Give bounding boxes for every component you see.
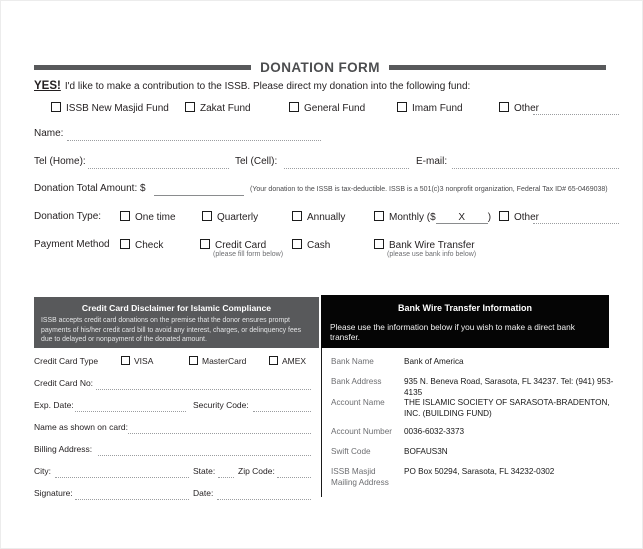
state-input-line[interactable] (218, 466, 234, 478)
card-type-option-label: VISA (134, 356, 154, 366)
bank-wire-note: (please use bank info below) (387, 251, 477, 258)
type-label: Quarterly (217, 212, 259, 223)
bank-row-value: PO Box 50294, Sarasota, FL 34232-0302 (404, 467, 555, 476)
checkbox-check[interactable] (120, 239, 130, 249)
fund-option-new-masjid[interactable] (51, 102, 169, 114)
checkbox-cash[interactable] (292, 239, 302, 249)
checkbox-issb-new-masjid-fund[interactable] (51, 102, 61, 112)
header-right-bar (389, 65, 606, 70)
billing-address-label: Billing Address: (34, 444, 93, 454)
exp-date-input-line[interactable] (75, 400, 186, 412)
tel-cell-label: Tel (Cell): (235, 156, 278, 167)
bank-wire-panel (321, 295, 609, 348)
email-label: E-mail: (416, 156, 448, 167)
bank-row-label: Swift Code (331, 447, 371, 456)
signature-date-row (1, 488, 643, 504)
security-code-input-line[interactable] (253, 400, 311, 412)
name-on-card-label: Name as shown on card: (34, 422, 129, 432)
type-option-quarterly[interactable] (202, 211, 258, 223)
type-label: Other (514, 212, 540, 223)
checkbox-type-other[interactable] (499, 211, 509, 221)
amount-row (1, 183, 643, 199)
type-label: Annually (307, 212, 346, 223)
payment-option-credit-card[interactable] (200, 239, 266, 251)
donation-type-row (1, 211, 643, 227)
form-header (34, 60, 606, 75)
card-type-option-label: AMEX (282, 356, 307, 366)
bank-row-label: Account Name (331, 398, 385, 407)
page-title: DONATION FORM (260, 60, 380, 75)
tel-home-input-line[interactable] (88, 157, 229, 169)
email-input-line[interactable] (452, 157, 619, 169)
date-label: Date: (193, 488, 214, 498)
credit-card-note: (please fill form below) (213, 251, 284, 258)
checkbox-one-time[interactable] (120, 211, 130, 221)
signature-label: Signature: (34, 488, 73, 498)
fund-label: General Fund (304, 103, 366, 114)
name-row (1, 128, 643, 144)
amount-label: Donation Total Amount: $ (34, 183, 146, 194)
checkbox-other-fund[interactable] (499, 102, 509, 112)
bank-row-value: BOFAUS3N (404, 447, 448, 456)
fund-label: Zakat Fund (200, 103, 251, 114)
zip-code-input-line[interactable] (277, 466, 311, 478)
payment-label: Credit Card (215, 240, 267, 251)
checkbox-general-fund[interactable] (289, 102, 299, 112)
monthly-suffix: ) (487, 212, 492, 223)
checkbox-imam-fund[interactable] (397, 102, 407, 112)
checkbox-annually[interactable] (292, 211, 302, 221)
tax-note: (Your donation to the ISSB is tax-deductible. ISSB is a 501(c)3 nonprofit organization, Federal Tax ID# 65-0469038) (250, 186, 608, 193)
bank-panel-title: Bank Wire Transfer Information (398, 303, 532, 313)
bank-row-value: THE ISLAMIC SOCIETY OF SARASOTA-BRADENTON, INC. (BUILDING FUND) (404, 398, 610, 419)
payment-method-notes-row (1, 251, 643, 267)
card-no-input-line[interactable] (96, 378, 311, 390)
fund-label: Imam Fund (412, 103, 463, 114)
payment-option-cash[interactable] (292, 239, 330, 251)
card-type-mastercard[interactable] (189, 356, 246, 366)
monthly-amount-input-line[interactable]: X (436, 212, 488, 224)
disclaimer-body: ISSB accepts credit card donations on the premise that the donor ensures prompt payments of his/her credit card bill to avoid any interest, charges, or delinquency fees due to delayed or nonpayment of the donated amount. (41, 317, 302, 344)
bank-row-value: 0036-6032-3373 (404, 427, 465, 436)
type-option-monthly[interactable] (374, 211, 491, 224)
card-no-label: Credit Card No: (34, 378, 94, 388)
payment-label: Check (135, 240, 164, 251)
zip-code-label: Zip Code: (238, 466, 275, 476)
card-type-visa[interactable] (121, 356, 153, 366)
payment-method-label: Payment Method (34, 239, 110, 250)
card-type-label: Credit Card Type (34, 356, 99, 366)
bank-panel-subtitle: Please use the information below if you wish to make a direct bank transfer. (330, 322, 575, 342)
bank-row-label: Bank Address (331, 377, 382, 386)
name-on-card-input-line[interactable] (128, 422, 311, 434)
bank-row-label: Bank Name (331, 357, 374, 366)
payment-option-bank-wire[interactable] (374, 239, 475, 251)
date-input-line[interactable] (217, 488, 311, 500)
fund-label: Other (514, 103, 540, 114)
amount-input-line[interactable] (154, 184, 244, 196)
city-input-line[interactable] (55, 466, 189, 478)
checkbox-credit-card[interactable] (200, 239, 210, 249)
card-type-amex[interactable] (269, 356, 306, 366)
payment-label: Bank Wire Transfer (389, 240, 475, 251)
fund-option-general[interactable] (289, 102, 365, 114)
tel-home-label: Tel (Home): (34, 156, 86, 167)
fund-options-row (1, 102, 643, 118)
checkbox-visa[interactable] (121, 356, 130, 365)
type-other-input-line[interactable] (533, 212, 619, 224)
state-label: State: (193, 466, 216, 476)
monthly-prefix: Monthly ($ (389, 212, 436, 223)
tel-cell-input-line[interactable] (284, 157, 409, 169)
yes-label: YES! (34, 80, 61, 92)
billing-address-input-line[interactable] (98, 444, 311, 456)
card-type-option-label: MasterCard (202, 356, 247, 366)
bank-row-label: Account Number (331, 427, 392, 436)
checkbox-monthly[interactable] (374, 211, 384, 221)
type-option-one-time[interactable] (120, 211, 176, 223)
payment-option-check[interactable] (120, 239, 163, 251)
security-code-label: Security Code: (193, 400, 249, 410)
checkbox-amex[interactable] (269, 356, 278, 365)
header-left-bar (34, 65, 251, 70)
donation-type-label: Donation Type: (34, 211, 102, 222)
checkbox-quarterly[interactable] (202, 211, 212, 221)
credit-card-disclaimer-panel (34, 297, 319, 348)
fund-option-imam[interactable] (397, 102, 463, 114)
intro-text: I'd like to make a contribution to the ISSB. Please direct my donation into the following fund: (64, 81, 471, 92)
checkbox-zakat-fund[interactable] (185, 102, 195, 112)
bank-row-value: Bank of America (404, 357, 464, 366)
bank-row-value: 935 N. Beneva Road, Sarasota, FL 34237. Tel: (941) 953-4135 (404, 377, 614, 398)
disclaimer-title: Credit Card Disclaimer for Islamic Compliance (81, 303, 272, 313)
intro-row (1, 80, 643, 96)
checkbox-mastercard[interactable] (189, 356, 198, 365)
checkbox-bank-wire-transfer[interactable] (374, 239, 384, 249)
exp-date-label: Exp. Date: (34, 400, 74, 410)
city-label: City: (34, 466, 51, 476)
fund-option-zakat[interactable] (185, 102, 251, 114)
name-input-line[interactable] (67, 129, 321, 141)
fund-label: ISSB New Masjid Fund (66, 103, 169, 114)
bank-row-label: ISSB Masjid Mailing Address (331, 467, 389, 488)
other-fund-input-line[interactable] (533, 103, 619, 115)
name-label: Name: (34, 128, 64, 139)
signature-input-line[interactable] (75, 488, 189, 500)
type-option-annually[interactable] (292, 211, 345, 223)
contact-row (1, 156, 643, 172)
type-label: One time (135, 212, 176, 223)
payment-label: Cash (307, 240, 331, 251)
